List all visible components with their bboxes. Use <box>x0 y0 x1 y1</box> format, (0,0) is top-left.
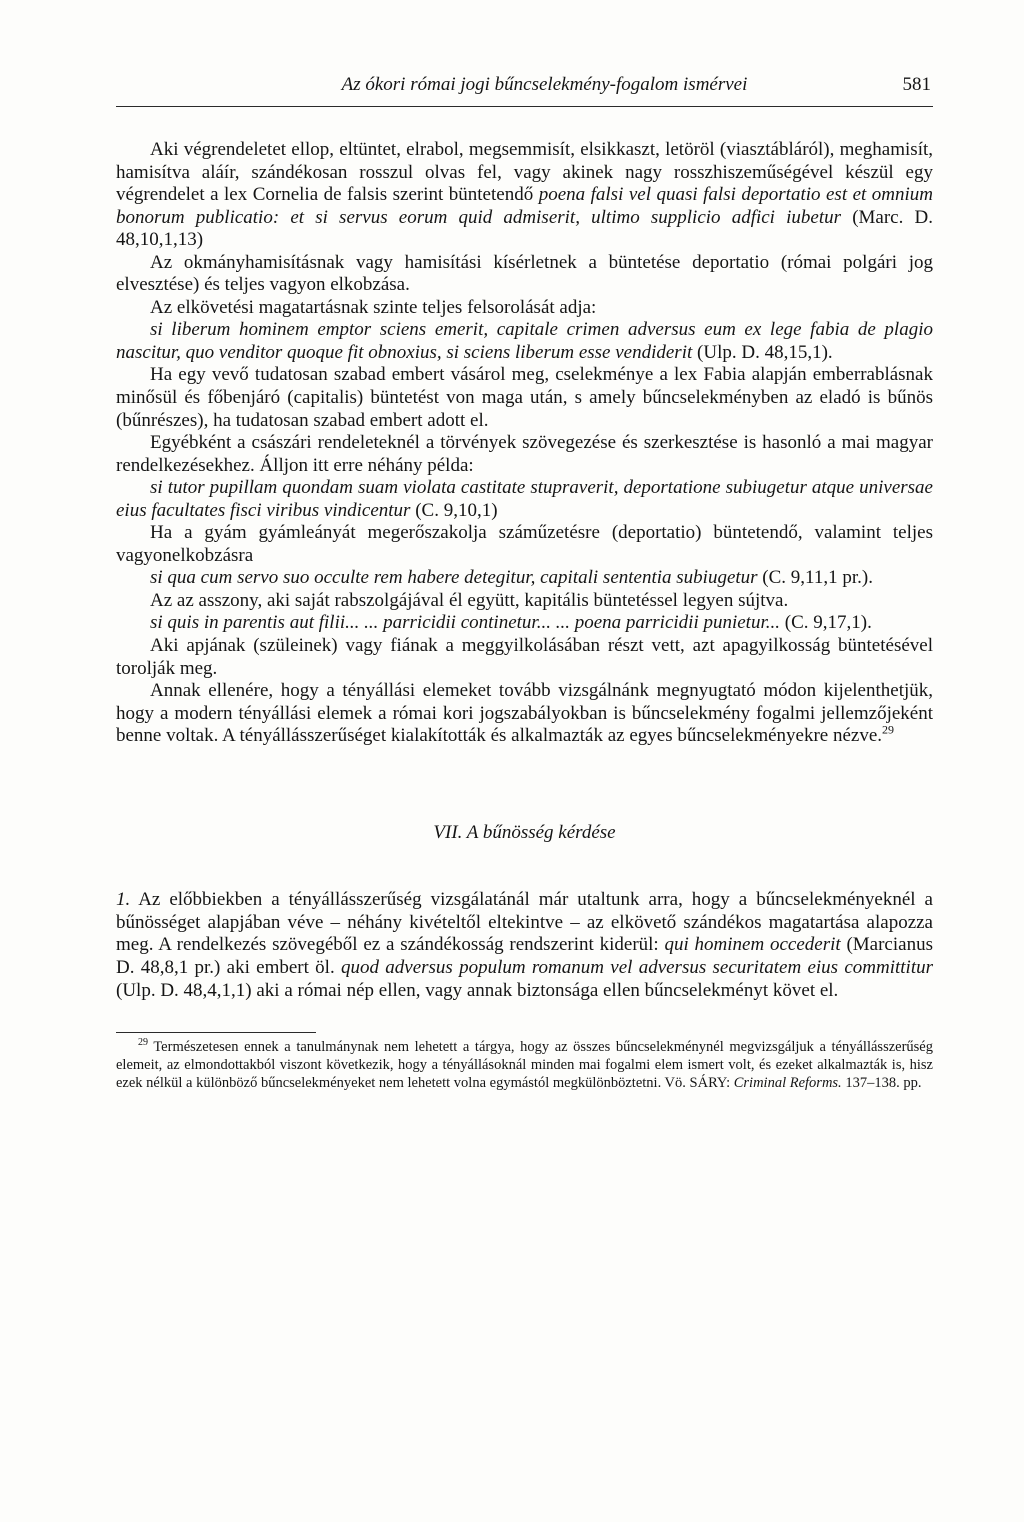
paragraph-enumeration: Az elkövetési magatartásnak szinte teljes felsorolását adja: <box>150 296 597 318</box>
paragraph-parricide: Aki apjának (szüleinek) vagy fiának a meggyilkolásában részt vett, azt apagyilkosság büntetésével torolják meg. <box>116 635 933 679</box>
paragraph-punishment: Az okmányhamisításnak vagy hamisítási kísérletnek a büntetése deportatio (római polgári jog elvesztése) és teljes vagyon elkobzása. <box>116 251 933 296</box>
running-header <box>116 70 933 107</box>
citation: (C. 9,10,1) <box>410 499 498 521</box>
citation: (Ulp. D. 48,15,1). <box>692 341 833 363</box>
paragraph-will-forgery: Aki végrendeletet ellop, eltüntet, elrabol, megsemmisít, elsikkaszt, letöröl (viasztábláról), meghamisít, hamisítva aláír, szándékosan rosszul olvas fel, vagy akinek nagy rosszhiszeműségével készül egy végrendelet a lex Cornelia de falsis szerint büntetendő poena falsi vel quasi falsi deportatio est et omnium bonorum publicatio: et si servus eorum quid admiserit, ultimo supplicio adfici iubetur (Marc. D. 48,10,1,13) <box>116 139 934 251</box>
latin-quote: si quis in parentis aut filii... ... parricidii continetur... ... poena parricidii punietur... <box>150 612 780 634</box>
citation: (C. 9,11,1 pr.). <box>757 567 873 589</box>
footnote: $^{29}$ Természetesen ennek a tanulmánynak nem lehetett a tárgya, hogy az összes bűncselekménynél megvizsgáljuk a tényállásszerűség elemeit, az elmondottakból viszont következik, hogy a tényállásoknál minden mai fogalmi elem ismert volt, és ezeket alkalmazták is, hisz ezek nélkül a különböző bűncselekményeket nem lehetett volna egymástól megkülönböztetni. Vö. SÁRY: Criminal Reforms. 137–138. pp. <box>116 1037 933 1091</box>
quote-lex-fabia <box>116 319 933 364</box>
footnote-reference[interactable]: 29 <box>882 722 895 737</box>
quote-tutor <box>116 477 933 522</box>
citation: (Marc. D. 48,10,1,13) <box>116 206 934 251</box>
paragraph-guardian: Ha a gyám gyámleányát megerőszakolja száműzetésre (deportatio) büntetendő, valamint teljes vagyonelkobzásra <box>116 522 933 566</box>
latin-quote: qui hominem occederit <box>664 934 841 956</box>
latin-quote: poena falsi vel quasi falsi deportatio est et omnium bonorum publicatio: et si servus eorum quid admiserit, ultimo supplicio adfici iubetur <box>116 184 934 228</box>
cited-title: Criminal Reforms. <box>733 1074 842 1091</box>
latin-quote: si tutor pupillam quondam suam violata castitate stupraverit, deportatione subiugetur atque universae eius facultates fisci viribus vindicentur <box>116 477 933 521</box>
quote-servo <box>116 567 933 590</box>
body-text <box>116 139 933 1002</box>
paragraph-number: 1. <box>116 889 131 911</box>
citation: (C. 9,17,1). <box>780 612 872 634</box>
paragraph-conclusion: Annak ellenére, hogy a tényállási elemeket tovább vizsgálnánk megnyugtató módon kijelenthetjük, hogy a modern tényállási elemek a római kori jogszabályokban is bűncselekmény fogalmi jellemzőjeként benne voltak. A tényállásszerűséget kialakították és alkalmazták az egyes bűncselekményekre nézve.$^{29}$ <box>116 680 933 747</box>
quote-parricide <box>116 612 933 635</box>
paragraph-lex-fabia: Ha egy vevő tudatosan szabad embert vásárol meg, cselekménye a lex Fabia alapján emberrablásnak minősül és főbenjáró (capitalis) büntetést von maga után, s amely bűncselekményben az eladó is bűnös (bűnrészes), ha tudatosan szabad embert adott el. <box>116 364 933 431</box>
running-title: Az ókori római jogi bűncselekmény-fogalom ismérvei <box>341 74 748 95</box>
paragraph-culpability: 1. Az előbbiekben a tényállásszerűség vizsgálatánál már utaltunk arra, hogy a bűncselekményeknél a bűnösséget alapjában véve – néhány kivételtől eltekintve – az elkövető szándékos magatartása alapozza meg. A rendelkezés szövegéből ez a szándékosság rendszerint kiderül: qui hominem occederit (Marcianus D. 48,8,1 pr.) aki embert öl. quod adversus populum romanum vel adversus securitatem eius committitur (Ulp. D. 48,4,1,1) aki a római nép ellen, vagy annak biztonsága ellen bűncselekményt követ el. <box>116 889 933 1001</box>
footnote-mark: 29 <box>138 1037 148 1049</box>
page-number: 581 <box>902 74 931 95</box>
paragraph-woman: Az az asszony, aki saját rabszolgájával él együtt, kapitális büntetéssel legyen sújtva. <box>150 589 789 611</box>
latin-quote: quod adversus populum romanum vel adversus securitatem eius committitur <box>340 956 933 978</box>
paragraph-imperial-decrees: Egyébként a császári rendeleteknél a törvények szövegezése és szerkesztése is hasonló a mai magyar rendelkezésekhez. Álljon itt erre néhány példa: <box>116 432 933 476</box>
document-page <box>116 70 933 1107</box>
latin-quote: si liberum hominem emptor sciens emerit, capitale crimen adversus eum ex lege fabia de plagio nascitur, quo venditor quoque fit obnoxius, si sciens liberum esse vendiderit <box>116 319 933 363</box>
section-heading: VII. A bűnösség kérdése <box>433 821 616 843</box>
latin-quote: si qua cum servo suo occulte rem habere detegitur, capitali sententia subiugetur <box>150 567 758 589</box>
footnote-divider <box>116 1032 316 1033</box>
